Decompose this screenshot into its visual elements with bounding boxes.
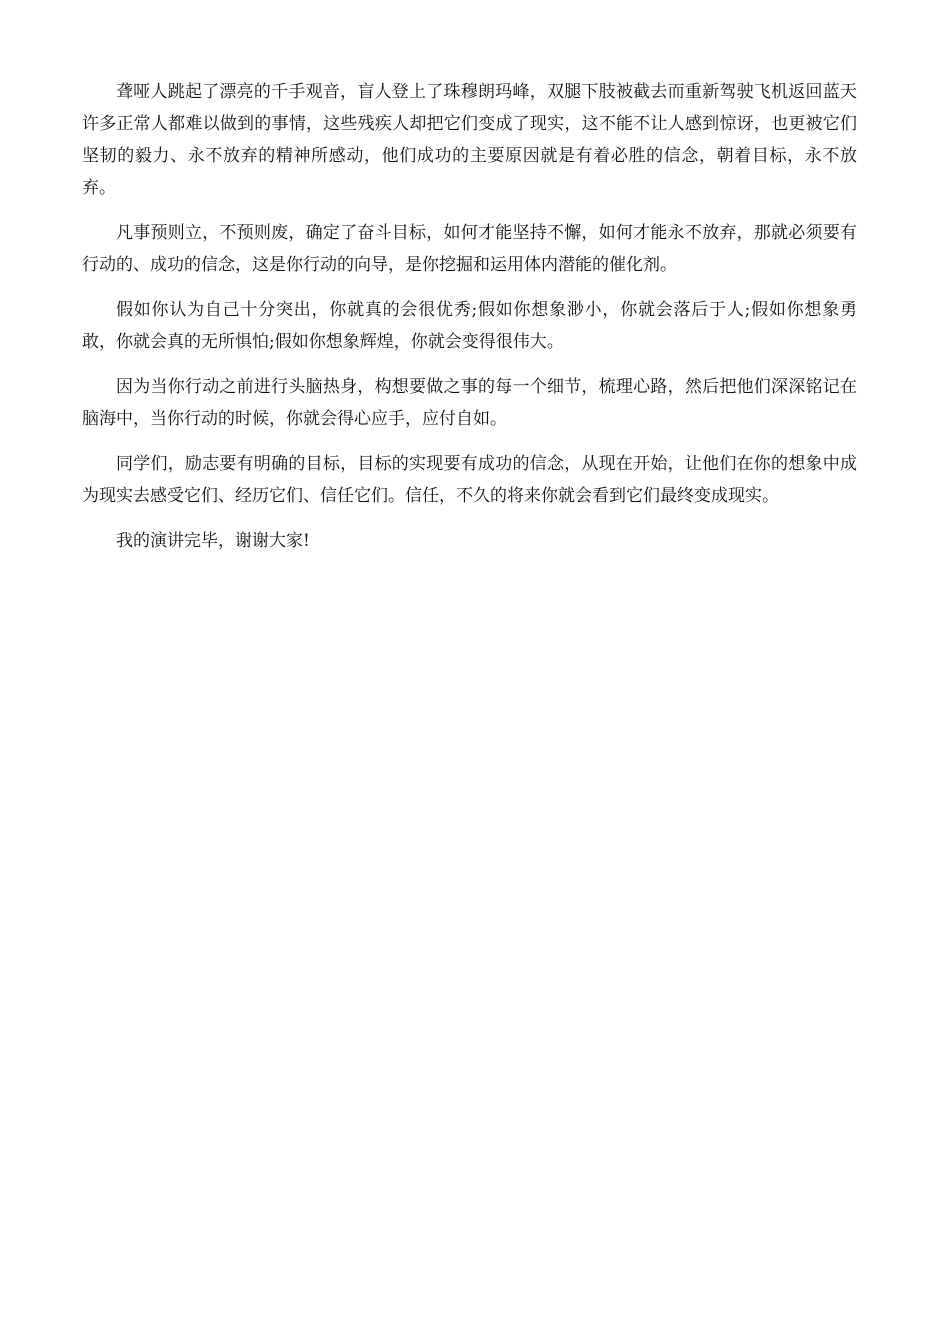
paragraph-2: 凡事预则立，不预则废，确定了奋斗目标，如何才能坚持不懈，如何才能永不放弃，那就必须要有行动的、成功的信念，这是你行动的向导，是你挖掘和运用体内潜能的催化剂。: [82, 223, 857, 275]
paragraph-5: 同学们，励志要有明确的目标，目标的实现要有成功的信念，从现在开始，让他们在你的想象中成为现实去感受它们、经历它们、信任它们。信任，不久的将来你就会看到它们最终变成现实。: [82, 454, 857, 506]
paragraph-1: 聋哑人跳起了漂亮的千手观音，盲人登上了珠穆朗玛峰，双腿下肢被截去而重新驾驶飞机返回蓝天许多正常人都难以做到的事情，这些残疾人却把它们变成了现实，这不能不让人感到惊讶，也更被它们坚韧的毅力、永不放弃的精神所感动，他们成功的主要原因就是有着必胜的信念，朝着目标，永不放弃。: [82, 82, 857, 198]
paragraph-closing: 我的演讲完毕，谢谢大家!: [116, 531, 310, 551]
paragraph-4: 因为当你行动之前进行头脑热身，构想要做之事的每一个细节，梳理心路，然后把他们深深铭记在脑海中，当你行动的时候，你就会得心应手，应付自如。: [82, 377, 857, 429]
document-body: [82, 76, 857, 570]
paragraph-3: 假如你认为自己十分突出，你就真的会很优秀;假如你想象渺小，你就会落后于人;假如你想象勇敢，你就会真的无所惧怕;假如你想象辉煌，你就会变得很伟大。: [82, 300, 857, 352]
